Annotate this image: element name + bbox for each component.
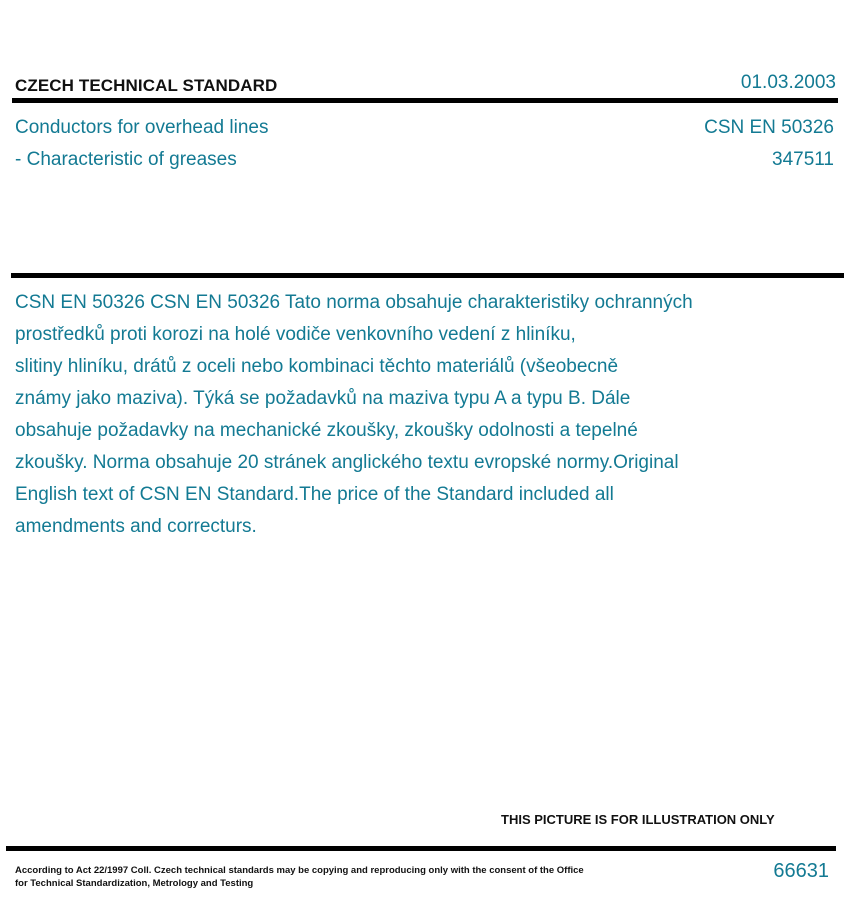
legal-notice (15, 864, 595, 890)
document-header-title: CZECH TECHNICAL STANDARD (15, 76, 278, 95)
description-line: zkoušky. Norma obsahuje 20 stránek anglického textu evropské normy.Original (15, 452, 679, 473)
description-line: obsahuje požadavky na mechanické zkoušky, zkoušky odolnosti a tepelné (15, 420, 638, 441)
description-line: slitiny hliníku, drátů z oceli nebo kombinaci těchto materiálů (všeobecně (15, 356, 619, 377)
legal-notice-line: According to Act 22/1997 Coll. Czech technical standards may be copying and reproducing only with the consent of the Office (15, 865, 584, 876)
description-line: prostředků proti korozi na holé vodiče venkovního vedení z hliníku, (15, 324, 576, 345)
section-divider (11, 273, 844, 278)
description-line: známy jako maziva). Týká se požadavků na maziva typu A a typu B. Dále (15, 388, 631, 409)
description-line: amendments and correcturs. (15, 516, 257, 537)
standard-description (15, 287, 815, 543)
legal-notice-line: for Technical Standardization, Metrology and Testing (15, 878, 254, 889)
standard-title-line-2: - Characteristic of greases (15, 149, 237, 170)
footer-divider (6, 846, 836, 851)
header-divider (12, 98, 838, 103)
standard-title-line-1: Conductors for overhead lines (15, 117, 269, 138)
page-number: 66631 (773, 860, 829, 882)
standard-code: CSN EN 50326 (704, 117, 834, 138)
description-line: CSN EN 50326 CSN EN 50326 Tato norma obsahuje charakteristiky ochranných (15, 292, 693, 313)
standard-class-number: 347511 (772, 149, 834, 170)
description-line: English text of CSN EN Standard.The price of the Standard included all (15, 484, 614, 505)
publication-date: 01.03.2003 (740, 72, 836, 93)
illustration-notice: THIS PICTURE IS FOR ILLUSTRATION ONLY (501, 812, 775, 827)
